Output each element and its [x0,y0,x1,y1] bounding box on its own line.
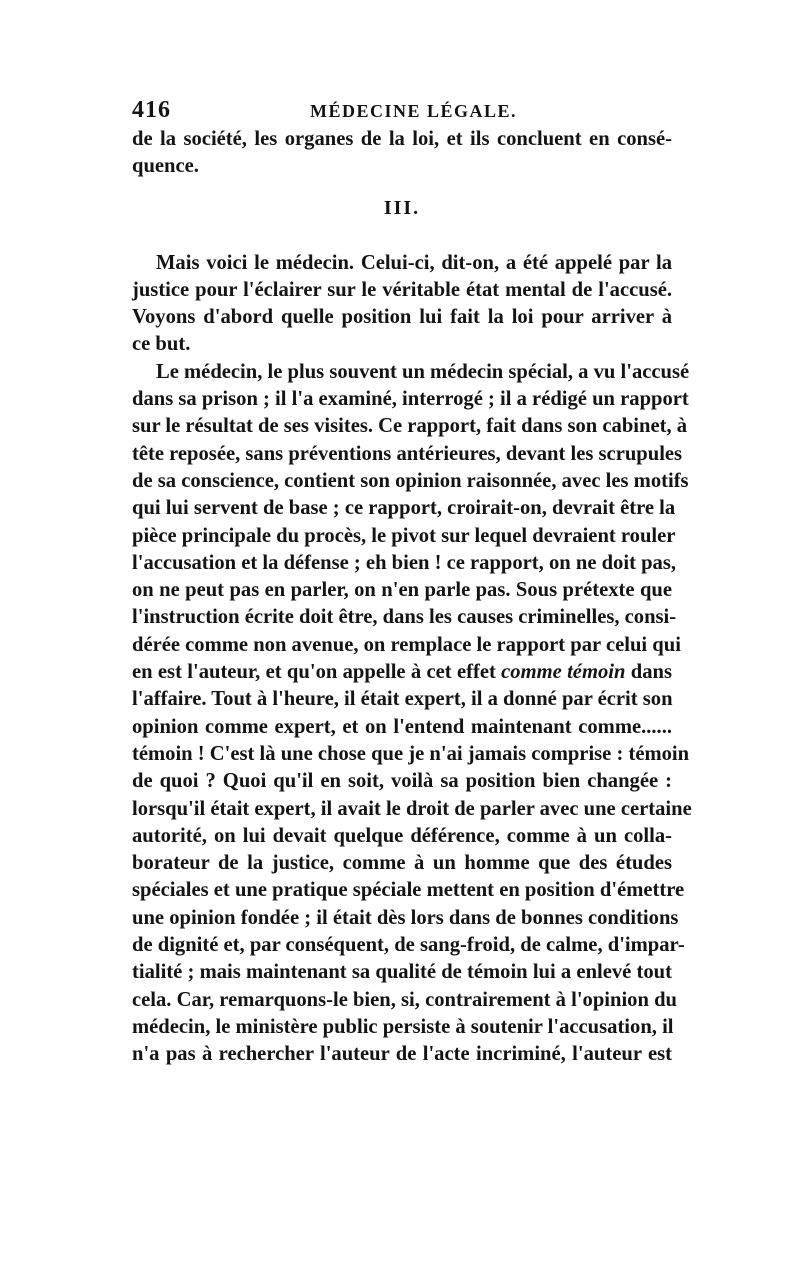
text-line [132,659,672,686]
text-line: spéciales et une pratique spéciale mettent en position d'émettre [132,879,685,902]
text-line: cela. Car, remarquons-le bien, si, contrairement à l'opinion du [132,988,677,1011]
text-line: l'affaire. Tout à l'heure, il était expert, il a donné par écrit son [132,688,673,711]
text-line: de dignité et, par conséquent, de sang-froid, de calme, d'impar- [132,934,685,957]
text-line: l'accusation et la défense ; eh bien ! ce rapport, on ne doit pas, [132,551,676,574]
text-line: ce but. [132,333,191,356]
italic-phrase: comme témoin [501,661,626,684]
text-segment: dans [625,661,672,684]
text-line: borateur de la justice, comme à un homme que des études [132,852,672,875]
text-line: on ne peut pas en parler, on n'en parle pas. Sous prétexte que [132,579,672,602]
body-text [132,126,692,1069]
text-segment: en est l'auteur, et qu'on appelle à cet effet [132,661,502,684]
text-line: Le médecin, le plus souvent un médecin spécial, a vu l'accusé [156,360,690,383]
text-line: sur le résultat de ses visites. Ce rapport, fait dans son cabinet, à [132,415,688,438]
text-line: de sa conscience, contient son opinion raisonnée, avec les motifs [132,469,689,492]
text-line: dans sa prison ; il l'a examiné, interrogé ; il a rédigé un rapport [132,388,689,411]
text-line: médecin, le ministère public persiste à soutenir l'accusation, il [132,1015,674,1038]
text-line: opinion comme expert, et on l'entend maintenant comme...... [132,715,672,738]
text-line: de la société, les organes de la loi, et ils concluent en consé- [132,128,672,150]
text-line: une opinion fondée ; il était dès lors dans de bonnes conditions [132,906,679,929]
text-line: pièce principale du procès, le pivot sur lequel devraient rouler [132,524,676,547]
running-title: MÉDECINE LÉGALE. [310,101,518,121]
text-line: l'instruction écrite doit être, dans les causes criminelles, consi- [132,606,677,629]
spacer [132,236,672,250]
text-line: n'a pas à rechercher l'auteur de l'acte incriminé, l'auteur est [132,1043,672,1066]
text-line: quence. [132,155,199,178]
text-line: qui lui servent de base ; ce rapport, croirait-on, devrait être la [132,497,676,520]
text-line: témoin ! C'est là une chose que je n'ai jamais comprise : témoin [132,742,690,765]
text-line: lorsqu'il était expert, il avait le droit de parler avec une certaine [132,797,692,820]
page-number: 416 [132,97,171,123]
running-head [132,97,672,123]
text-line: de quoi ? Quoi qu'il en soit, voilà sa position bien changée : [132,770,672,793]
text-line: tialité ; mais maintenant sa qualité de témoin lui a enlevé tout [132,961,672,984]
text-line: dérée comme non avenue, on remplace le rapport par celui qui [132,633,681,656]
text-line: tête reposée, sans préventions antérieures, devant les scrupules [132,442,683,465]
text-line: justice pour l'éclairer sur le véritable état mental de l'accusé. [132,278,672,301]
text-line: Mais voici le médecin. Celui-ci, dit-on, a été appelé par la [156,251,672,274]
text-line: Voyons d'abord quelle position lui fait la loi pour arriver à [132,306,672,329]
text-line: autorité, on lui devait quelque déférence, comme à un colla- [132,824,672,847]
section-heading: III. [383,196,421,219]
